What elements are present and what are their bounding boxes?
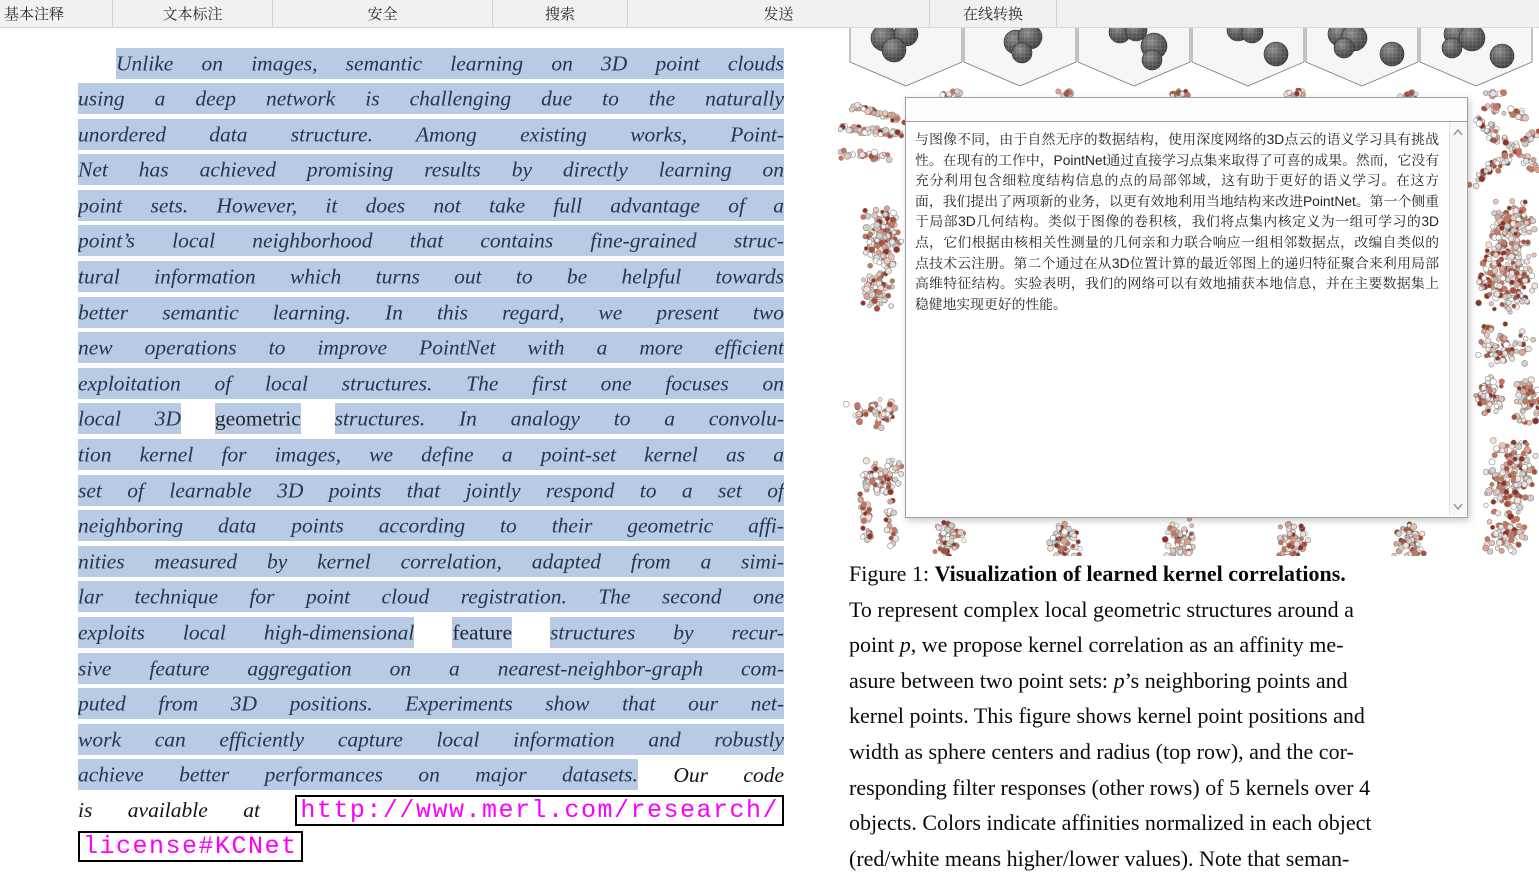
abstract-line: [78, 544, 784, 580]
highlighted-text: structures. In analogy to a convolu-: [335, 403, 784, 434]
abstract-line: [78, 331, 784, 367]
plain-text: [301, 407, 335, 431]
math-symbol-p: p: [1113, 667, 1125, 693]
popup-translation-text: 与图像不同，由于自然无序的数据结构，使用深度网络的3D点云的语义学习具有挑战性。在现有的工作中，PointNet通过直接学习点集来取得了可喜的成果。然而，它没有充分利用包含细粒度结构信息的点的局部邻域，这有助于更好的语义学习。在这方面，我们提出了两项新的业务，以更有效地利用当地结构来改进PointNet。第一个侧重于局部3D几何结构。类似于图像的卷积核，我们将点集内核定义为一组可学习的3D点，它们根据由核相关性测量的几何亲和力联合响应一组相邻数据点，改编自类似的点技术云注册。第二个通过在从3D位置计算的最近邻图上的递归特征聚合来利用局部高维特征结构。实验表明，我们的网络可以有效地捕获本地信息，并在主要数据集上稳健地实现更好的性能。: [915, 132, 1439, 312]
caption-line: [849, 556, 1539, 592]
abstract-text: [78, 46, 784, 865]
highlighted-text: sive feature aggregation on a nearest-neighbor-graph com-: [78, 653, 784, 684]
highlighted-upright-word: geometric: [215, 403, 301, 434]
abstract-line: [78, 117, 784, 153]
caption-text: kernel points. This figure shows kernel point positions and: [849, 703, 1365, 729]
abstract-line: [78, 438, 784, 474]
highlighted-upright-word: feature: [452, 617, 512, 648]
abstract-line: [78, 153, 784, 189]
kernel-spheres-figure-row: [844, 28, 1539, 92]
tab-security-label: 安全: [367, 6, 398, 23]
caption-text: Figure 1:: [849, 561, 935, 586]
tab-send[interactable]: [628, 0, 930, 27]
abstract-line: [78, 188, 784, 224]
scroll-up-icon[interactable]: [1450, 125, 1466, 141]
abstract-line: [78, 793, 784, 829]
caption-text: point: [849, 632, 900, 658]
highlighted-text: unordered data structure. Among existing works, Point-: [78, 119, 784, 150]
caption-text: , we propose kernel correlation as an affinity me-: [910, 632, 1344, 658]
caption-line: [849, 698, 1539, 734]
abstract-line: [78, 829, 784, 865]
caption-text: (red/white means higher/lower values). Note that seman-: [849, 845, 1350, 871]
tab-online-convert[interactable]: [930, 0, 1057, 27]
translation-popup: [905, 97, 1468, 518]
plain-text: Our code: [637, 762, 784, 787]
math-symbol-p: p: [899, 632, 911, 658]
caption-text: objects. Colors indicate affinities normalized in each object: [849, 810, 1372, 836]
url-link[interactable]: license#KCNet: [78, 831, 303, 862]
plain-text: [181, 407, 215, 431]
plain-text: [414, 621, 452, 645]
highlighted-text: set of learnable 3D points that jointly respond to a set of: [78, 475, 784, 506]
highlighted-text: point’s local neighborhood that contains fine-grained struc-: [78, 225, 784, 256]
abstract-line: [78, 295, 784, 331]
popup-body: [906, 121, 1467, 517]
abstract-line: [78, 580, 784, 616]
tab-text-markup[interactable]: [113, 0, 273, 27]
tab-basic-annotation[interactable]: [0, 0, 113, 27]
caption-line: [849, 841, 1539, 876]
highlighted-text: point sets. However, it does not take full advantage of a: [78, 190, 784, 221]
tab-security[interactable]: [273, 0, 493, 27]
abstract-line: [78, 260, 784, 296]
tab-search[interactable]: [493, 0, 628, 27]
highlighted-text: Net has achieved promising results by directly learning on: [78, 154, 784, 185]
abstract-line: [78, 82, 784, 118]
caption-line: [849, 592, 1539, 628]
caption-line: [849, 627, 1539, 663]
abstract-line: [78, 651, 784, 687]
abstract-line: [78, 616, 784, 652]
tab-text-markup-label: 文本标注: [162, 6, 223, 23]
highlighted-text: better semantic learning. In this regard, we present two: [78, 297, 784, 328]
toolbar: [0, 0, 1539, 28]
highlighted-text: structures by recur-: [550, 617, 784, 648]
scroll-down-icon[interactable]: [1450, 498, 1466, 514]
popup-header[interactable]: [906, 98, 1467, 121]
highlighted-text: neighboring data points according to their geometric affi-: [78, 510, 784, 541]
highlighted-text: tural information which turns out to be helpful towards: [78, 261, 784, 292]
caption-line: [849, 770, 1539, 806]
caption-text: To represent complex local geometric structures around a: [849, 596, 1354, 622]
abstract-line: [78, 722, 784, 758]
highlighted-text: local 3D: [78, 403, 181, 434]
abstract-line: [78, 224, 784, 260]
highlighted-text: using a deep network is challenging due to the naturally: [78, 83, 784, 114]
highlighted-text: puted from 3D positions. Experiments show that our net-: [78, 688, 784, 719]
highlighted-text: work can efficiently capture local information and robustly: [78, 724, 784, 755]
highlighted-text: lar technique for point cloud registration. The second one: [78, 581, 784, 612]
tab-online-convert-label: 在线转换: [962, 6, 1023, 23]
tab-basic-annotation-label: 基本注释: [4, 6, 65, 23]
caption-line: [849, 663, 1539, 699]
caption-text: ’s neighboring points and: [1124, 667, 1348, 693]
toolbar-empty-area: [1057, 0, 1539, 27]
popup-scrollbar[interactable]: [1449, 123, 1466, 516]
plain-text: [512, 621, 550, 645]
caption-line: [849, 734, 1539, 770]
abstract-line: [78, 46, 784, 82]
caption-text: responding filter responses (other rows) of 5 kernels over 4: [849, 774, 1371, 800]
highlighted-text: nities measured by kernel correlation, adapted from a simi-: [78, 546, 784, 577]
caption-text: width as sphere centers and radius (top row), and the cor-: [849, 738, 1354, 764]
caption-bold-title: Visualization of learned kernel correlations.: [934, 561, 1346, 586]
plain-text: is available at: [78, 798, 296, 823]
tab-search-label: 搜索: [544, 6, 575, 23]
caption-line: [849, 805, 1539, 841]
highlighted-text: tion kernel for images, we define a point-set kernel as a: [78, 439, 784, 470]
url-link[interactable]: http://www.merl.com/research/: [295, 795, 784, 826]
figure-caption: [849, 556, 1539, 876]
abstract-line: [78, 473, 784, 509]
tab-send-label: 发送: [763, 6, 794, 23]
highlighted-text: achieve better performances on major datasets.: [78, 759, 638, 790]
highlighted-text: exploits local high-dimensional: [78, 617, 414, 648]
highlighted-text: exploitation of local structures. The first one focuses on: [78, 368, 784, 399]
highlighted-text: Unlike on images, semantic learning on 3D point clouds: [116, 48, 784, 79]
abstract-line: [78, 402, 784, 438]
abstract-line: [78, 758, 784, 794]
abstract-line: [78, 366, 784, 402]
abstract-line: [78, 509, 784, 545]
abstract-line: [78, 687, 784, 723]
caption-text: asure between two point sets:: [849, 667, 1114, 693]
highlighted-text: new operations to improve PointNet with a more efficient: [78, 332, 784, 363]
